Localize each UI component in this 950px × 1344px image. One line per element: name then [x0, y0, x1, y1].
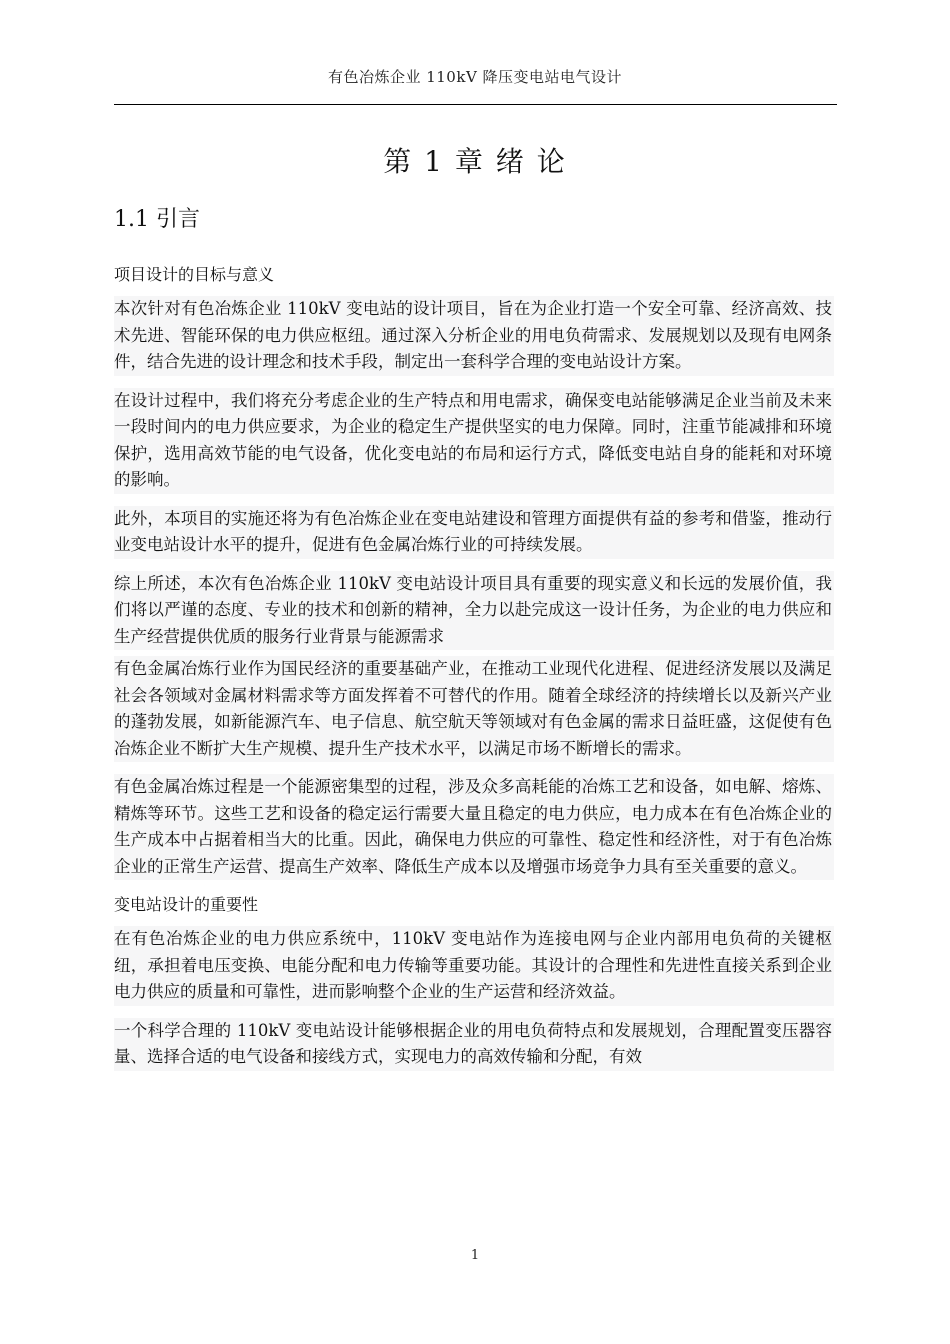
- running-header: 有色冶炼企业 110kV 降压变电站电气设计: [327, 68, 623, 86]
- paragraph: 此外，本项目的实施还将为有色冶炼企业在变电站建设和管理方面提供有益的参考和借鉴，推动行业变电站设计水平的提升，促进有色金属冶炼行业的可持续发展。: [114, 506, 834, 559]
- paragraph: 有色金属冶炼过程是一个能源密集型的过程，涉及众多高耗能的冶炼工艺和设备，如电解、熔炼、精炼等环节。这些工艺和设备的稳定运行需要大量且稳定的电力供应，电力成本在有色冶炼企业的生产成本中占据着相当大的比重。因此，确保电力供应的可靠性、稳定性和经济性，对于有色冶炼企业的正常生产运营、提高生产效率、降低生产成本以及增强市场竞争力具有至关重要的意义。: [114, 774, 834, 880]
- paragraph: 在有色冶炼企业的电力供应系统中，110kV 变电站作为连接电网与企业内部用电负荷的关键枢纽，承担着电压变换、电能分配和电力传输等重要功能。其设计的合理性和先进性直接关系到企业电力供应的质量和可靠性，进而影响整个企业的生产运营和经济效益。: [114, 926, 834, 1006]
- header-rule: [114, 104, 837, 105]
- paragraph: 综上所述，本次有色冶炼企业 110kV 变电站设计项目具有重要的现实意义和长远的发展价值，我们将以严谨的态度、专业的技术和创新的精神，全力以赴完成这一设计任务，为企业的电力供应和生产经营提供优质的服务行业背景与能源需求: [114, 571, 834, 651]
- paragraph: 有色金属冶炼行业作为国民经济的重要基础产业，在推动工业现代化进程、促进经济发展以及满足社会各领域对金属材料需求等方面发挥着不可替代的作用。随着全球经济的持续增长以及新兴产业的蓬勃发展，如新能源汽车、电子信息、航空航天等领域对有色金属的需求日益旺盛，这促使有色冶炼企业不断扩大生产规模、提升生产技术水平，以满足市场不断增长的需求。: [114, 656, 834, 762]
- paragraph: 本次针对有色冶炼企业 110kV 变电站的设计项目，旨在为企业打造一个安全可靠、经济高效、技术先进、智能环保的电力供应枢纽。通过深入分析企业的用电负荷需求、发展规划以及现有电网条件，结合先进的设计理念和技术手段，制定出一套科学合理的变电站设计方案。: [114, 296, 834, 376]
- section-heading: 1.1 引言: [114, 207, 200, 232]
- paragraph: 一个科学合理的 110kV 变电站设计能够根据企业的用电负荷特点和发展规划，合理配置变压器容量、选择合适的电气设备和接线方式，实现电力的高效传输和分配，有效: [114, 1018, 834, 1071]
- body-content: [114, 262, 834, 1083]
- chapter-title: 第 1 章 绪 论: [383, 145, 567, 178]
- page-number: 1: [470, 1248, 480, 1263]
- paragraph: 在设计过程中，我们将充分考虑企业的生产特点和用电需求，确保变电站能够满足企业当前及未来一段时间内的电力供应要求，为企业的稳定生产提供坚实的电力保障。同时，注重节能减排和环境保护，选用高效节能的电气设备，优化变电站的布局和运行方式，降低变电站自身的能耗和对环境的影响。: [114, 388, 834, 494]
- subheading-project-goal: 项目设计的目标与意义: [114, 265, 275, 284]
- subheading-substation-importance: 变电站设计的重要性: [114, 895, 259, 914]
